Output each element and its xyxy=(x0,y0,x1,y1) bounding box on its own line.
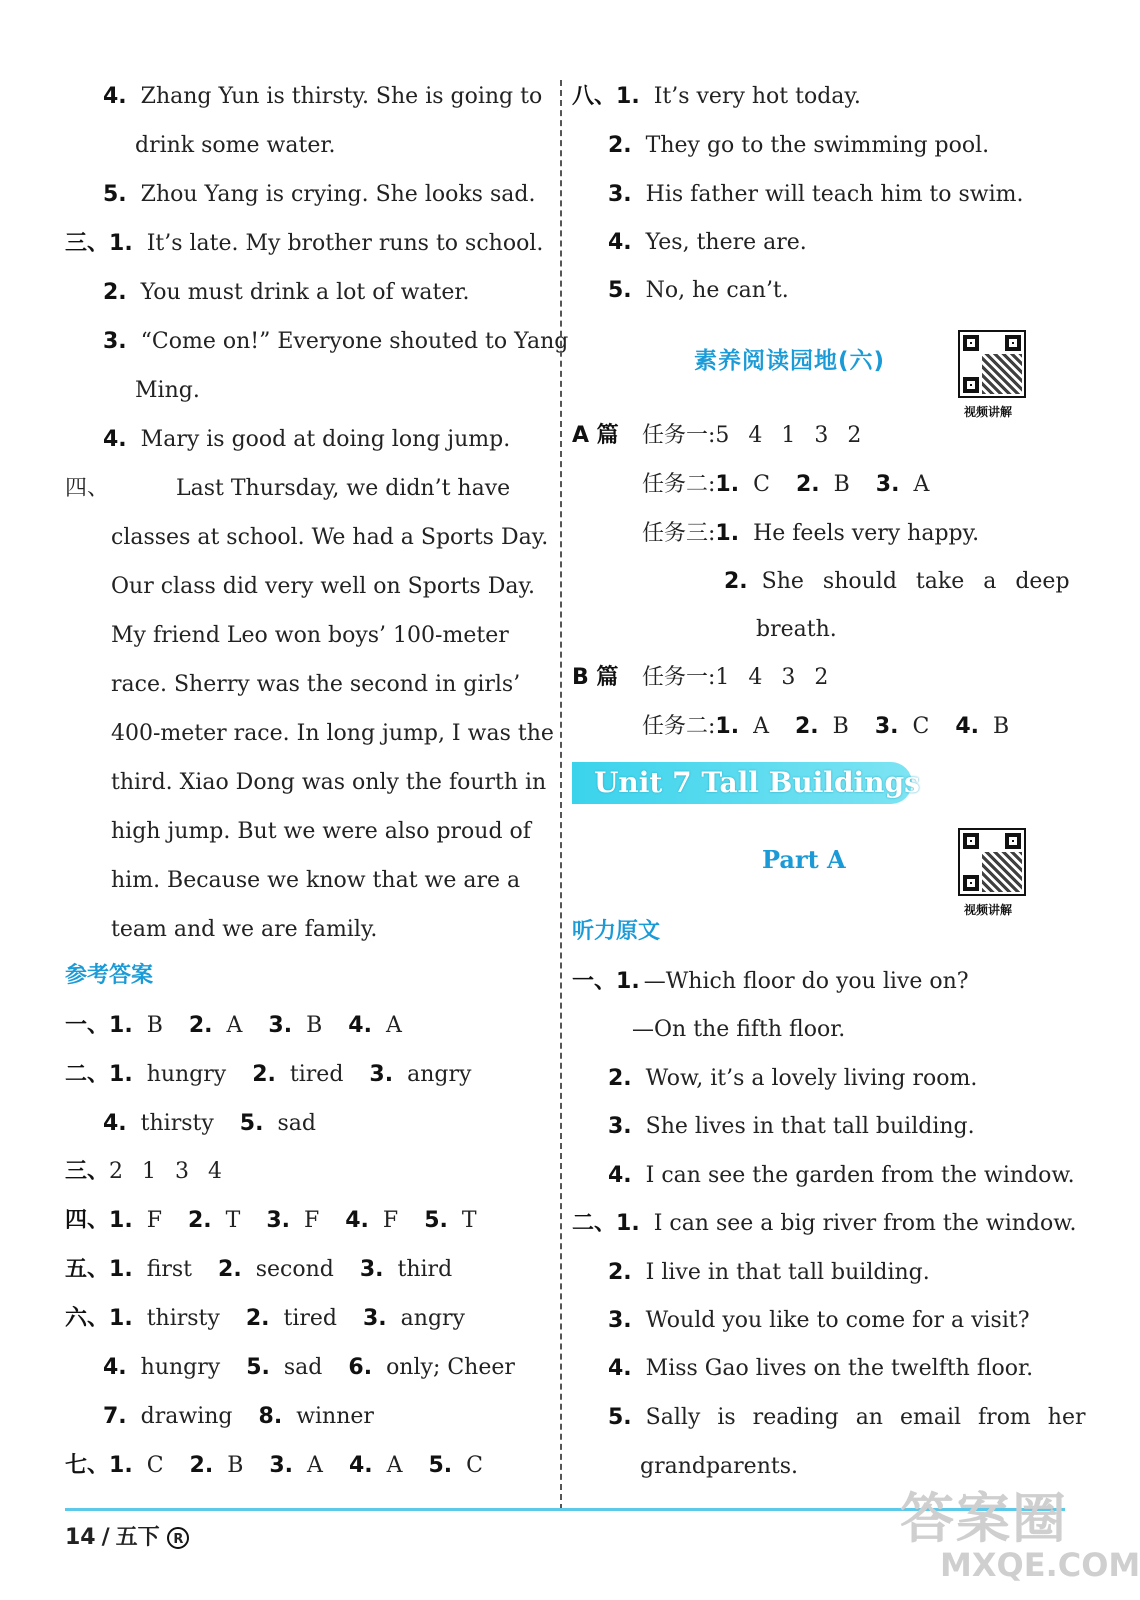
line-5: 5. Zhou Yang is crying. She looks sad. xyxy=(103,182,536,207)
reading-section-title: 素养阅读园地(六) xyxy=(694,348,886,374)
answer-row-6: 六、1. thirsty 2. tired 3. angry xyxy=(65,1306,465,1331)
passage-line-6: 400-meter race. In long jump, I was the xyxy=(111,721,554,746)
section-3-line-2: 2. You must drink a lot of water. xyxy=(103,280,470,305)
section-8-line-2: 2. They go to the swimming pool. xyxy=(608,133,990,158)
section-4-label: 四、 xyxy=(65,476,110,501)
section-3-line-4: 4. Mary is good at doing long jump. xyxy=(103,427,511,452)
listening-1-item-1-reply: —On the fifth floor. xyxy=(632,1017,846,1042)
listening-1-item-3: 3. She lives in that tall building. xyxy=(608,1114,975,1139)
section-3-line-3-cont: Ming. xyxy=(135,378,200,403)
unit-title-banner: Unit 7 Tall Buildings xyxy=(572,762,912,804)
section-8-line-3: 3. His father will teach him to swim. xyxy=(608,182,1024,207)
page-footer: 14 / 五下 R xyxy=(65,1520,189,1551)
listening-2-item-5-cont: grandparents. xyxy=(640,1454,798,1479)
passage-line-3: Our class did very well on Sports Day. xyxy=(111,574,535,599)
answer-row-7: 七、1. C 2. B 3. A 4. A 5. C xyxy=(65,1453,484,1478)
answer-row-4: 四、1. F 2. T 3. F 4. F 5. T xyxy=(65,1208,477,1233)
passage-a-task-1: A 篇 任务一:5 4 1 3 2 xyxy=(572,423,862,448)
passage-a-task-2: 任务二:1. C 2. B 3. A xyxy=(642,472,930,497)
answers-heading: 参考答案 xyxy=(65,963,154,988)
passage-b-task-2: 任务二:1. A 2. B 3. C 4. B xyxy=(642,714,1010,739)
passage-line-7: third. Xiao Dong was only the fourth in xyxy=(111,770,547,795)
answer-row-6b: 4. hungry 5. sad 6. only; Cheer xyxy=(103,1355,515,1380)
answer-row-5: 五、1. first 2. second 3. third xyxy=(65,1257,453,1282)
passage-a-task-3-item-2: 2. She should take a deep xyxy=(724,569,1070,594)
line-4-cont: drink some water. xyxy=(135,133,336,158)
qr-code-icon[interactable] xyxy=(958,330,1026,398)
answer-row-3: 三、2 1 3 4 xyxy=(65,1159,222,1184)
part-title: Part A xyxy=(762,845,846,874)
section-3-line-1: 三、1. It’s late. My brother runs to school. xyxy=(65,231,544,256)
page-number: 14 xyxy=(65,1525,96,1550)
section-8-line-5: 5. No, he can’t. xyxy=(608,278,789,303)
passage-a-task-3: 任务三:1. He feels very happy. xyxy=(642,521,980,546)
grade-label: 五下 xyxy=(115,1525,160,1550)
answer-row-2b: 4. thirsty 5. sad xyxy=(103,1111,316,1136)
passage-line-10: team and we are family. xyxy=(111,917,378,942)
edition-badge-icon: R xyxy=(167,1527,189,1549)
watermark-logo: 答案圈 MXQE.COM xyxy=(900,1487,1140,1584)
qr-code-icon-2[interactable] xyxy=(958,828,1026,896)
column-divider xyxy=(560,80,562,1510)
listening-1-item-4: 4. I can see the garden from the window. xyxy=(608,1163,1075,1188)
listening-2-item-5: 5. Sally is reading an email from her xyxy=(608,1405,1086,1430)
passage-line-9: him. Because we know that we are a xyxy=(111,868,521,893)
listening-1-item-2: 2. Wow, it’s a lovely living room. xyxy=(608,1066,978,1091)
qr-caption-2: 视频讲解 xyxy=(964,903,1013,917)
passage-line-8: high jump. But we were also proud of xyxy=(111,819,531,844)
passage-b-task-1: B 篇 任务一:1 4 3 2 xyxy=(572,665,829,690)
answer-row-2: 二、1. hungry 2. tired 3. angry xyxy=(65,1062,472,1087)
answer-row-1: 一、1. B 2. A 3. B 4. A xyxy=(65,1013,402,1038)
listening-2-item-2: 2. I live in that tall building. xyxy=(608,1260,930,1285)
listening-1-item-1: 一、1. —Which floor do you live on? xyxy=(572,969,969,994)
passage-line-4: My friend Leo won boys’ 100-meter xyxy=(111,623,509,648)
passage-a-task-3-item-2-cont: breath. xyxy=(756,617,837,642)
answer-row-6c: 7. drawing 8. winner xyxy=(103,1404,374,1429)
passage-line-5: race. Sherry was the second in girls’ xyxy=(111,672,521,697)
section-3-line-3: 3. “Come on!” Everyone shouted to Yang xyxy=(103,329,569,354)
listening-2-item-3: 3. Would you like to come for a visit? xyxy=(608,1308,1030,1333)
passage-line-1: Last Thursday, we didn’t have xyxy=(176,476,511,501)
section-8-line-4: 4. Yes, there are. xyxy=(608,230,807,255)
listening-heading: 听力原文 xyxy=(572,919,661,944)
listening-2-item-4: 4. Miss Gao lives on the twelfth floor. xyxy=(608,1356,1034,1381)
line-4: 4. Zhang Yun is thirsty. She is going to xyxy=(103,84,543,109)
listening-2-item-1: 二、1. I can see a big river from the window. xyxy=(572,1211,1077,1236)
section-8-line-1: 八、1. It’s very hot today. xyxy=(572,84,861,109)
passage-line-2: classes at school. We had a Sports Day. xyxy=(111,525,549,550)
qr-caption: 视频讲解 xyxy=(964,405,1013,419)
